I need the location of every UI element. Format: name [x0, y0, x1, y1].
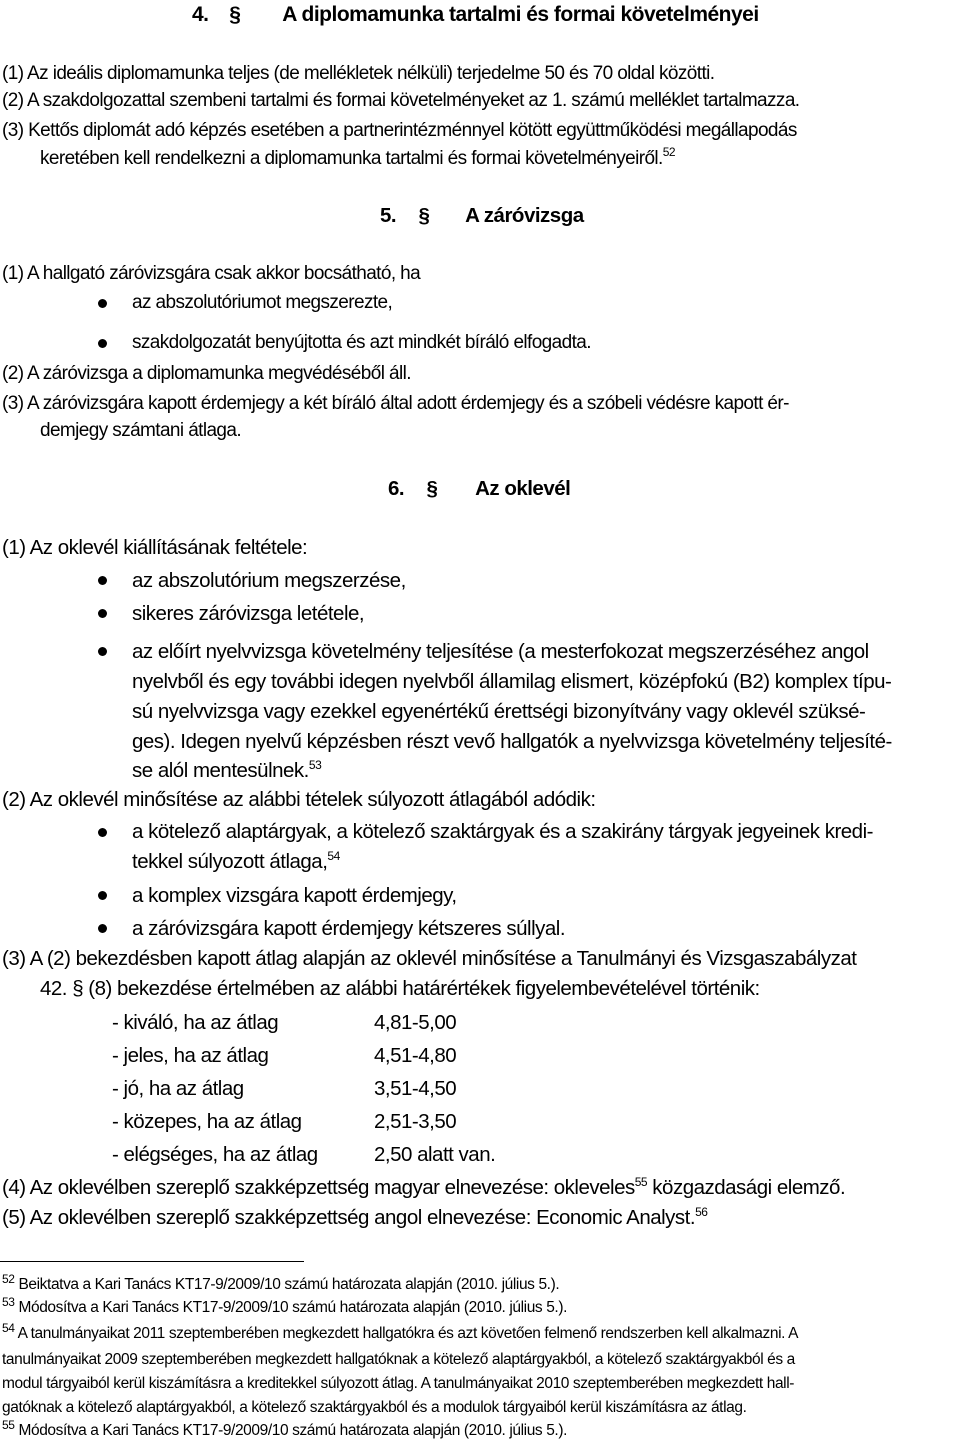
section-sign: §	[229, 3, 241, 26]
footnote-text: Beiktatva a Kari Tanács KT17-9/2009/10 számú határozata alapján (2010. július 5.).	[18, 1276, 560, 1293]
s5-bullet-1: az abszolutóriumot megszerezte,	[132, 292, 393, 313]
footnote-ref-53[interactable]: 53	[308, 758, 322, 772]
footnote-54-line-4: gatóknak a kötelező alaptárgyakból, a kötelező szaktárgyakból és a modulok tárgyaiból kerül kiszámításra az átlag.	[2, 1399, 747, 1416]
s6-p2-bullet-1-line-2	[132, 849, 340, 875]
section-number: 6.	[388, 477, 405, 500]
bullet-icon	[98, 924, 107, 933]
s5-paragraph-1: (1) A hallgató záróvizsgára csak akkor bocsátható, ha	[2, 263, 421, 284]
s6-p2-bullet-3: a záróvizsgára kapott érdemjegy kétszeres súllyal.	[132, 917, 566, 940]
footnote-text: A tanulmányaikat 2011 szeptemberében megkezdett hallgatókra és azt követően felmenő rendszerben kell alkalmazni. A	[17, 1325, 799, 1342]
s6-p2-bullet-1-line-1: a kötelező alaptárgyak, a kötelező szaktárgyak és a szakirány tárgyak jegyeinek kredi-	[132, 820, 873, 843]
s6-p1-bullet-3-line-2: nyelvből és egy további idegen nyelvből államilag elismert, középfokú (B2) komplex típu-	[132, 670, 892, 693]
footnote-number: 52	[2, 1272, 15, 1286]
s6-p1-bullet-2: sikeres záróvizsga letétele,	[132, 602, 365, 625]
s6-paragraph-2: (2) Az oklevél minősítése az alábbi tételek súlyozott átlagából adódik:	[2, 788, 596, 811]
bullet-icon	[98, 828, 107, 837]
s6-paragraph-3-line-2: 42. § (8) bekezdése értelmében az alábbi határértékek figyelembevételével történik:	[40, 977, 760, 1000]
grade-label: - kiváló, ha az átlag	[112, 1011, 279, 1034]
grade-label: - közepes, ha az átlag	[112, 1110, 302, 1133]
section-sign: §	[426, 477, 438, 500]
section-title: A diplomamunka tartalmi és formai követelményei	[282, 3, 759, 26]
grade-range: 3,51-4,50	[374, 1077, 457, 1100]
section-title: Az oklevél	[475, 477, 571, 500]
s6-p2-b1-text: tekkel súlyozott átlaga,	[132, 850, 328, 873]
footnote-53	[2, 1295, 567, 1318]
grade-range: 2,50 alatt van.	[374, 1143, 496, 1166]
footnote-ref-55[interactable]: 55	[634, 1175, 648, 1189]
s6-p4-tail: közgazdasági elemző.	[647, 1176, 846, 1199]
s6-p1-bullet-3-line-3: sú nyelvvizsga vagy ezekkel egyenértékű érettségi bizonyítvány vagy oklevél szüksé-	[132, 700, 866, 723]
s6-p2-bullet-2: a komplex vizsgára kapott érdemjegy,	[132, 884, 457, 907]
footnote-ref-54[interactable]: 54	[327, 849, 340, 863]
section-5-heading	[380, 203, 584, 229]
s6-p5-text: (5) Az oklevélben szereplő szakképzettség angol elnevezése: Economic Analyst.	[2, 1206, 696, 1229]
grade-range: 4,51-4,80	[374, 1044, 457, 1067]
footnote-number: 53	[2, 1295, 15, 1309]
s5-paragraph-3-line-1: (3) A záróvizsgára kapott érdemjegy a két bíráló által adott érdemjegy és a szóbeli védésre kapott ér-	[2, 393, 789, 414]
s6-p4-text: (4) Az oklevélben szereplő szakképzettség magyar elnevezése: okleveles	[2, 1176, 635, 1199]
footnote-number: 54	[2, 1321, 15, 1335]
footnote-55	[2, 1418, 567, 1441]
s6-p1-bullet-3-line-1: az előírt nyelvvizsga követelmény teljesítése (a mesterfokozat megszerzéséhez angol	[132, 640, 869, 663]
s4-paragraph-2: (2) A szakdolgozattal szembeni tartalmi és formai követelményeket az 1. számú melléklet tartalmazza.	[2, 90, 800, 111]
bullet-icon	[98, 576, 107, 585]
s4-p3-text: keretében kell rendelkezni a diplomamunka tartalmi és formai követelményeiről.	[40, 148, 663, 169]
section-sign: §	[418, 204, 430, 227]
footnote-number: 55	[2, 1418, 15, 1432]
bullet-icon	[98, 339, 107, 348]
footnote-54-line-2: tanulmányaikat 2009 szeptemberében megkezdett hallgatóknak a kötelező alaptárgyakból, a kötelező szaktárgyakból és a	[2, 1351, 795, 1368]
footnote-ref-52[interactable]: 52	[662, 145, 675, 159]
footnote-divider	[0, 1261, 304, 1262]
section-number: 5.	[380, 204, 397, 227]
section-number: 4.	[192, 3, 209, 26]
s6-paragraph-3-line-1: (3) A (2) bekezdésben kapott átlag alapján az oklevél minősítése a Tanulmányi és Vizsgaszabályzat	[2, 947, 857, 970]
section-title: A záróvizsga	[465, 204, 584, 227]
footnote-text: Módosítva a Kari Tanács KT17-9/2009/10 számú határozata alapján (2010. július 5.).	[18, 1299, 567, 1316]
s4-paragraph-1: (1) Az ideális diplomamunka teljes (de mellékletek nélküli) terjedelme 50 és 70 oldal közötti.	[2, 63, 715, 84]
s4-paragraph-3-line-1: (3) Kettős diplomát adó képzés esetében a partnerintézménnyel kötött együttműködési megállapodás	[2, 120, 797, 141]
s6-b3-text: se alól mentesülnek.	[132, 759, 309, 782]
bullet-icon	[98, 609, 107, 618]
s6-p1-bullet-3-line-4: ges). Idegen nyelvű képzésben részt vevő hallgatók a nyelvvizsga követelmény teljesíté-	[132, 730, 892, 753]
section-6-heading	[388, 476, 570, 502]
grade-label: - jó, ha az átlag	[112, 1077, 244, 1100]
s5-bullet-2: szakdolgozatát benyújtotta és azt mindkét bíráló elfogadta.	[132, 332, 591, 353]
s6-paragraph-1: (1) Az oklevél kiállításának feltétele:	[2, 536, 308, 559]
s5-paragraph-3-line-2: demjegy számtani átlaga.	[40, 420, 242, 441]
footnote-54-line-3: modul tárgyaiból kerül kiszámításra a kreditekkel súlyozott átlag. A tanulmányaikat 2010 szeptemberében megkezdett hall-	[2, 1375, 795, 1392]
bullet-icon	[98, 647, 107, 656]
section-4-heading	[192, 2, 759, 28]
grade-label: - elégséges, ha az átlag	[112, 1143, 318, 1166]
s6-paragraph-5	[2, 1205, 707, 1231]
s6-p1-bullet-1: az abszolutórium megszerzése,	[132, 569, 406, 592]
grade-range: 4,81-5,00	[374, 1011, 457, 1034]
s5-paragraph-2: (2) A záróvizsga a diplomamunka megvédéséből áll.	[2, 363, 411, 384]
grade-range: 2,51-3,50	[374, 1110, 457, 1133]
grade-label: - jeles, ha az átlag	[112, 1044, 269, 1067]
footnote-52	[2, 1272, 560, 1295]
footnote-text: Módosítva a Kari Tanács KT17-9/2009/10 számú határozata alapján (2010. július 5.).	[18, 1422, 567, 1439]
s6-p1-bullet-3-line-5	[132, 758, 321, 784]
s6-paragraph-4	[2, 1175, 845, 1201]
bullet-icon	[98, 299, 107, 308]
footnote-ref-56[interactable]: 56	[695, 1205, 708, 1219]
bullet-icon	[98, 891, 107, 900]
s4-paragraph-3-line-2	[40, 146, 675, 172]
footnote-54-line-1	[2, 1321, 799, 1344]
